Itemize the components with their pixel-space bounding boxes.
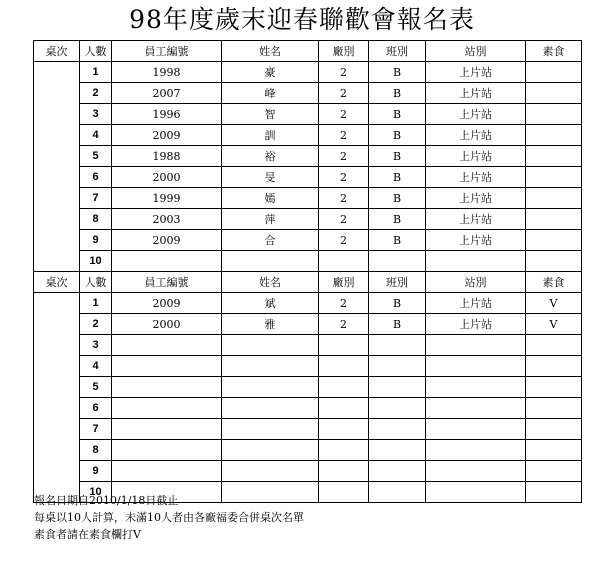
shift-cell <box>369 482 426 503</box>
shift-cell <box>369 356 426 377</box>
seat-number: 5 <box>80 377 112 398</box>
hdr-shift: 班別 <box>369 41 426 62</box>
seat-number: 2 <box>80 83 112 104</box>
vegetarian-cell: V <box>526 314 582 335</box>
page-title: 98年度歲末迎春聯歡會報名表 <box>129 5 475 34</box>
employee-id-cell: 2009 <box>112 230 222 251</box>
shift-cell: B <box>369 230 426 251</box>
table-row <box>34 167 582 188</box>
vegetarian-cell <box>526 167 582 188</box>
vegetarian-cell <box>526 62 582 83</box>
vegetarian-cell <box>526 125 582 146</box>
station-cell: 上片站 <box>426 83 526 104</box>
shift-cell: B <box>369 104 426 125</box>
table-row <box>34 461 582 482</box>
table-row <box>34 209 582 230</box>
hdr-name: 姓名 <box>222 41 319 62</box>
name-cell <box>222 377 319 398</box>
table-row <box>34 398 582 419</box>
plant-cell: 2 <box>319 314 369 335</box>
shift-cell: B <box>369 293 426 314</box>
station-cell <box>426 419 526 440</box>
shift-cell: B <box>369 314 426 335</box>
seat-number: 7 <box>80 188 112 209</box>
seat-number: 9 <box>80 461 112 482</box>
plant-cell: 2 <box>319 62 369 83</box>
name-cell <box>222 251 319 272</box>
plant-cell <box>319 251 369 272</box>
table-row <box>34 104 582 125</box>
shift-cell: B <box>369 125 426 146</box>
plant-cell <box>319 440 369 461</box>
vegetarian-cell <box>526 146 582 167</box>
plant-cell: 2 <box>319 83 369 104</box>
plant-cell <box>319 461 369 482</box>
plant-cell: 2 <box>319 167 369 188</box>
seat-number: 6 <box>80 398 112 419</box>
seat-number: 8 <box>80 440 112 461</box>
station-cell: 上片站 <box>426 167 526 188</box>
table-row <box>34 377 582 398</box>
table-row <box>34 440 582 461</box>
name-cell: 峰 <box>222 83 319 104</box>
seat-number: 4 <box>80 125 112 146</box>
hdr-employee-id: 員工編號 <box>112 272 222 293</box>
shift-cell <box>369 377 426 398</box>
employee-id-cell: 2000 <box>112 314 222 335</box>
employee-id-cell: 2009 <box>112 293 222 314</box>
station-cell <box>426 335 526 356</box>
table-no-cell <box>34 62 80 272</box>
name-cell <box>222 440 319 461</box>
seat-number: 6 <box>80 167 112 188</box>
station-cell: 上片站 <box>426 314 526 335</box>
shift-cell: B <box>369 209 426 230</box>
plant-cell <box>319 335 369 356</box>
seat-number: 9 <box>80 230 112 251</box>
table-row <box>34 188 582 209</box>
shift-cell <box>369 251 426 272</box>
plant-cell: 2 <box>319 146 369 167</box>
vegetarian-cell <box>526 83 582 104</box>
vegetarian-cell <box>526 377 582 398</box>
name-cell: 雅 <box>222 314 319 335</box>
seat-number: 8 <box>80 209 112 230</box>
name-cell: 萍 <box>222 209 319 230</box>
table-row <box>34 335 582 356</box>
station-cell <box>426 398 526 419</box>
table-row <box>34 125 582 146</box>
hdr-employee-id: 員工編號 <box>112 41 222 62</box>
employee-id-cell: 2000 <box>112 167 222 188</box>
table-row <box>34 83 582 104</box>
hdr-count: 人數 <box>80 41 112 62</box>
vegetarian-cell <box>526 461 582 482</box>
employee-id-cell <box>112 461 222 482</box>
seat-number: 5 <box>80 146 112 167</box>
table-row <box>34 146 582 167</box>
plant-cell: 2 <box>319 104 369 125</box>
station-cell: 上片站 <box>426 230 526 251</box>
seat-number: 10 <box>80 251 112 272</box>
shift-cell <box>369 461 426 482</box>
station-cell: 上片站 <box>426 104 526 125</box>
table-row <box>34 230 582 251</box>
name-cell: 旻 <box>222 167 319 188</box>
employee-id-cell <box>112 356 222 377</box>
table-row <box>34 419 582 440</box>
plant-cell: 2 <box>319 188 369 209</box>
vegetarian-cell <box>526 188 582 209</box>
plant-cell <box>319 419 369 440</box>
table-row <box>34 356 582 377</box>
hdr-plant: 廠別 <box>319 272 369 293</box>
note-deadline: 報名日期自2010/1/18日截止 <box>34 494 179 507</box>
name-cell <box>222 356 319 377</box>
vegetarian-cell <box>526 335 582 356</box>
registration-table <box>33 40 582 503</box>
hdr-vegetarian: 素食 <box>526 41 582 62</box>
station-cell: 上片站 <box>426 146 526 167</box>
vegetarian-cell <box>526 251 582 272</box>
name-cell <box>222 335 319 356</box>
table-row <box>34 251 582 272</box>
shift-cell: B <box>369 188 426 209</box>
employee-id-cell: 2009 <box>112 125 222 146</box>
table-row <box>34 293 582 314</box>
station-cell: 上片站 <box>426 62 526 83</box>
note-table-rule: 每桌以10人計算，未滿10人者由各廠福委合併桌次名單 <box>34 511 304 524</box>
hdr-plant: 廠別 <box>319 41 369 62</box>
seat-number: 10 <box>80 482 112 503</box>
station-cell: 上片站 <box>426 188 526 209</box>
vegetarian-cell <box>526 398 582 419</box>
employee-id-cell: 2003 <box>112 209 222 230</box>
seat-number: 2 <box>80 314 112 335</box>
header-row <box>34 272 582 293</box>
shift-cell <box>369 398 426 419</box>
shift-cell: B <box>369 167 426 188</box>
name-cell <box>222 461 319 482</box>
vegetarian-cell: V <box>526 293 582 314</box>
hdr-count: 人數 <box>80 272 112 293</box>
plant-cell <box>319 482 369 503</box>
vegetarian-cell <box>526 209 582 230</box>
employee-id-cell: 2007 <box>112 83 222 104</box>
name-cell: 智 <box>222 104 319 125</box>
shift-cell: B <box>369 146 426 167</box>
plant-cell <box>319 377 369 398</box>
name-cell: 裕 <box>222 146 319 167</box>
employee-id-cell <box>112 440 222 461</box>
notes <box>34 492 304 543</box>
shift-cell <box>369 419 426 440</box>
note-vegetarian: 素食者請在素食欄打V <box>34 528 141 541</box>
name-cell <box>222 398 319 419</box>
table-row <box>34 314 582 335</box>
employee-id-cell <box>112 377 222 398</box>
vegetarian-cell <box>526 104 582 125</box>
hdr-vegetarian: 素食 <box>526 272 582 293</box>
employee-id-cell: 1998 <box>112 62 222 83</box>
employee-id-cell <box>112 398 222 419</box>
seat-number: 3 <box>80 335 112 356</box>
station-cell <box>426 482 526 503</box>
name-cell: 嫣 <box>222 188 319 209</box>
shift-cell <box>369 335 426 356</box>
shift-cell <box>369 440 426 461</box>
seat-number: 4 <box>80 356 112 377</box>
station-cell <box>426 377 526 398</box>
vegetarian-cell <box>526 419 582 440</box>
vegetarian-cell <box>526 482 582 503</box>
station-cell <box>426 356 526 377</box>
vegetarian-cell <box>526 230 582 251</box>
plant-cell: 2 <box>319 230 369 251</box>
employee-id-cell: 1988 <box>112 146 222 167</box>
name-cell: 訓 <box>222 125 319 146</box>
shift-cell: B <box>369 83 426 104</box>
seat-number: 3 <box>80 104 112 125</box>
shift-cell: B <box>369 62 426 83</box>
hdr-name: 姓名 <box>222 272 319 293</box>
hdr-shift: 班別 <box>369 272 426 293</box>
vegetarian-cell <box>526 440 582 461</box>
employee-id-cell <box>112 251 222 272</box>
employee-id-cell <box>112 335 222 356</box>
hdr-table-no: 桌次 <box>34 272 80 293</box>
vegetarian-cell <box>526 356 582 377</box>
employee-id-cell: 1999 <box>112 188 222 209</box>
plant-cell <box>319 398 369 419</box>
header-row <box>34 41 582 62</box>
station-cell: 上片站 <box>426 125 526 146</box>
employee-id-cell <box>112 419 222 440</box>
plant-cell: 2 <box>319 293 369 314</box>
hdr-station: 站別 <box>426 272 526 293</box>
name-cell: 豪 <box>222 62 319 83</box>
station-cell: 上片站 <box>426 293 526 314</box>
table-row <box>34 62 582 83</box>
name-cell: 合 <box>222 230 319 251</box>
seat-number: 1 <box>80 293 112 314</box>
plant-cell: 2 <box>319 125 369 146</box>
name-cell <box>222 419 319 440</box>
station-cell <box>426 251 526 272</box>
seat-number: 1 <box>80 62 112 83</box>
station-cell <box>426 440 526 461</box>
name-cell: 斌 <box>222 293 319 314</box>
plant-cell: 2 <box>319 209 369 230</box>
employee-id-cell: 1996 <box>112 104 222 125</box>
hdr-station: 站別 <box>426 41 526 62</box>
station-cell: 上片站 <box>426 209 526 230</box>
seat-number: 7 <box>80 419 112 440</box>
plant-cell <box>319 356 369 377</box>
station-cell <box>426 461 526 482</box>
table-no-cell <box>34 293 80 503</box>
hdr-table-no: 桌次 <box>34 41 80 62</box>
